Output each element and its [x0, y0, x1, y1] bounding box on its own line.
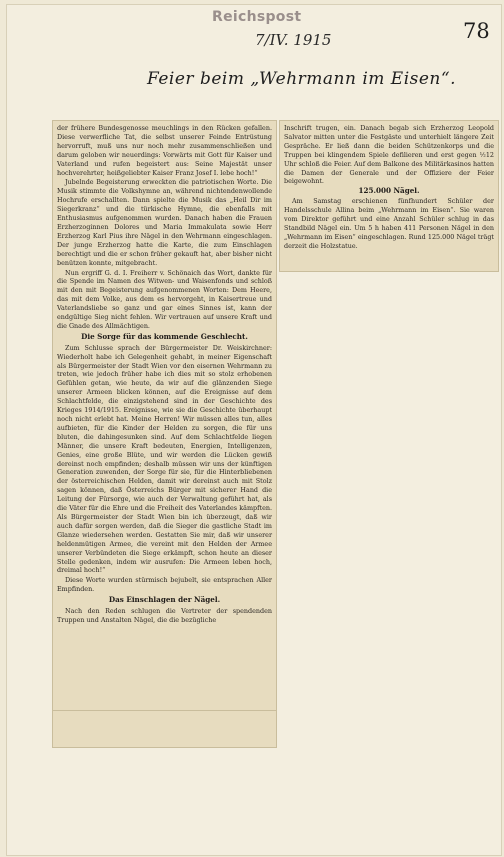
newspaper-stamp: Reichspost [212, 9, 302, 25]
left-clipping [52, 120, 277, 711]
nail-count-heading: 125.000 Nägel. [358, 186, 420, 196]
left-column-text [57, 124, 272, 625]
article-paragraph: Am Samstag erschienen fünfhundert Schüler der Handelsschule Allina beim „Wehrmann im Eisen“. Sie waren vom Direktor geführt und eine Anzahl Schüler schlug in das Standbild Nägel ein. Um 5 h haben 411 Personen Nägel in den „Wehrmann im Eisen“ eingeschlagen. Rund 125.000 Nägel trägt derzeit die Holzstatue. [284, 197, 494, 250]
page-number: 78 [463, 19, 490, 43]
section-heading-nails: Das Einschlagen der Nägel. [108, 595, 221, 605]
article-paragraph: Nun ergriff G. d. I. Freiherr v. Schönaich das Wort, dankte für die Spende im Namen des Witwen- und Waisenfonds und schloß mit den mit Begeisterung aufgenommenen Worten: Dem Heere, das mit dem Volke, aus dem es hervorgeht, in Kaisertreue und Vaterlandsliebe so ganz und gar eines Sinnes ist, kann der endgültige Sieg nicht fehlen. Wir vertrauen auf unsere Kraft und die Gnade des Allmächtigen. [57, 268, 272, 330]
article-paragraph: Inschrift trugen, ein. Danach begab sich Erzherzog Leopold Salvator mitten unter die Festgäste und unterhielt längere Zeit Gespräche. Er ließ dann die beiden Schützenkorps und die Truppen bei klingendem Spiele defilieren und erst gegen ½12 Uhr schloß die Feier. Auf dem Balkone des Militärkasinos hatten die Damen der Generale und der Offiziere der Feier beigewohnt. [284, 124, 494, 186]
article-paragraph: Nach den Reden schlugen die Vertreter der spendenden Truppen und Anstalten Nägel, die die bezügliche [57, 607, 272, 624]
article-paragraph: Diese Worte wurden stürmisch bejubelt, sie entsprachen Aller Empfinden. [57, 576, 272, 594]
section-heading-future: Die Sorge für das kommende Geschlecht. [81, 331, 248, 341]
handwritten-date: 7/IV. 1915 [255, 31, 332, 49]
right-clipping [279, 120, 499, 272]
right-column-text [284, 124, 494, 251]
article-paragraph: Jubelnde Begeisterung erweckten die patriotischen Worte. Die Musik stimmte die Volkshymne an, während nichtendenwollende Hochrufe erschallten. Dann spielte die Musik das „Heil Dir im Siegerkranz“ und die türkische Hymne, die ebenfalls mit Enthusiasmus aufgenommen wurden. Danach haben die Frauen Erzherzoginnen Dolores und Maria Immakulata sowie Herr Erzherzog Karl Pius ihre Nägel in den Wehrmann eingeschlagen. Der junge Erzherzog hatte die Karte, die zum Einschlagen berechtigt und die er schon früher gekauft hat, aber bisher nicht benützen konnte, mitgebracht. [57, 178, 272, 267]
handwritten-caption: Feier beim „Wehrmann im Eisen“. [147, 69, 456, 89]
article-paragraph: Zum Schlusse sprach der Bürgermeister Dr. Weiskirchner: Wiederholt habe ich Gelegenheit gehabt, in meiner Eigenschaft als Bürgermeister der Stadt Wien vor den eisernen Wehrmann zu treten, wie jedoch früher habe ich dies mit so stolz erhobenen Gefühlen getan, wie heute, da wir auf die glänzenden Siege unserer Armeen blicken können, auf die Ereignisse auf dem Schlachtfelde, die einzigstehend sind in der Geschichte des Krieges 1914/1915. Ereignisse, wie sie die Geschichte überhaupt noch nicht erlebt hat. Meine Herren! Wir müssen alles tun, alles aufbieten, für die Kinder der Helden zu sorgen, die für uns bluten, die dahingesunken sind. Auf dem Schlachtfelde liegen Männer, die unsere Kraft bedeuten, Energien, Intelligenzen, Genies, eine große Blüte, und wir werden die Lücken gewiß dereinst noch empfinden; deshalb müssen wir uns der künftigen Generation zuwenden, der Sorge für sie, für die Hinterbliebenen der österreichischen Helden, damit wir dereinst auch mit Stolz sagen können, daß Österreichs Bürger mit sicherer Hand die Leitung der Fürsorge, wie auch der Verwaltung geführt hat, als die Väter für die Ehre und die Freiheit des Vaterlandes kämpften. Als Bürgermeister der Stadt Wien bin ich überzeugt, daß wir auch dafür sorgen werden, daß die Sieger die gastliche Stadt im Glanze wiedersehen werden. Gestatten Sie mir, daß wir unserer heldenmütigen Armee, die vereint mit den Helden der Armee unserer Verbündeten die Siege erkämpft, schon heute an dieser Stelle gedenken, indem wir ausrufen: Die Armeen leben hoch, dreimal hoch!“ [57, 343, 272, 575]
article-paragraph: der frühere Bundesgenosse meuchlings in den Rücken gefallen. Diese verwerfliche Tat, die selbst unserer Feinde Entrüstung hervorruft, muß uns nur noch mehr zusammenschließen und darum geloben wir neuerdings: Vorwärts mit Gott für Kaiser und Vaterland und rufen begeistert aus: Seine Majestät unser hochverehrter, heißgeliebter Kaiser Franz Josef I. lebe hoch!“ [57, 124, 272, 177]
